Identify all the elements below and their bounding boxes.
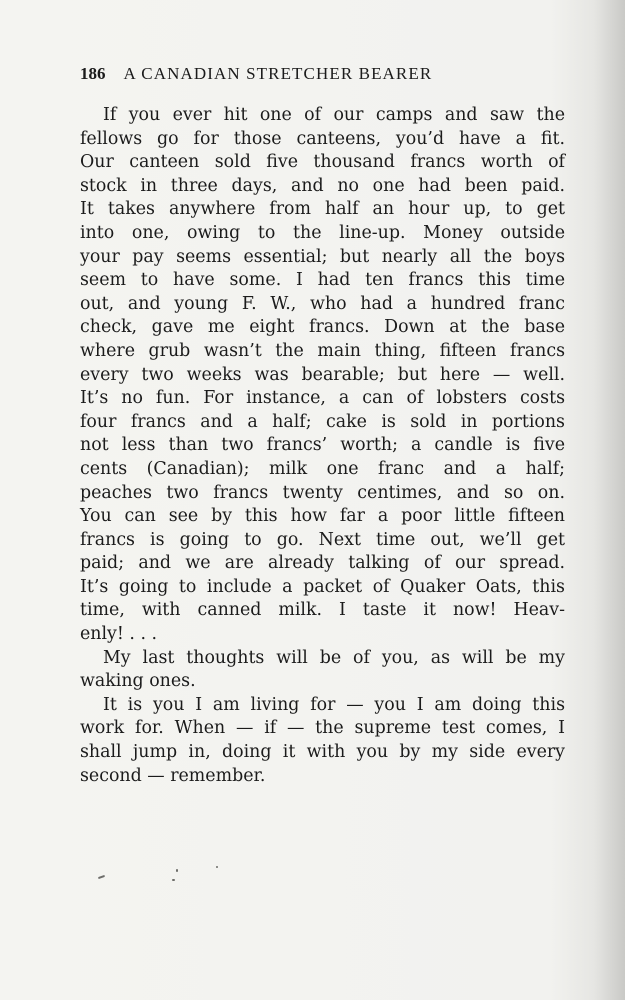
paragraph-canteen (80, 104, 565, 647)
text-line: check, gave me eight francs. Down at the base (80, 317, 565, 338)
print-specks (98, 866, 238, 886)
text-line: It’s going to include a packet of Quaker Oats, this (80, 576, 565, 597)
text-line: paid; and we are already talking of our spread. (80, 553, 565, 574)
text-line: not less than two francs’ worth; a candle is five (80, 435, 565, 456)
text-line: You can see by this how far a poor little fifteen (80, 506, 565, 527)
text-line: shall jump in, doing it with you by my side every (80, 742, 565, 763)
page-number: 186 (80, 64, 106, 83)
paragraph-last-thoughts (80, 647, 565, 694)
ink-speck (216, 866, 218, 868)
text-line: cents (Canadian); milk one franc and a half; (80, 458, 565, 479)
body-text (80, 104, 565, 788)
text-line: second — remember. (80, 765, 266, 786)
text-line: My last thoughts will be of you, as will be my (103, 647, 565, 668)
ink-speck (172, 879, 175, 881)
text-line: It is you I am living for — you I am doing this (103, 694, 565, 715)
text-line: enly! . . . (80, 624, 158, 645)
text-line: your pay seems essential; but nearly all the boys (80, 246, 565, 267)
text-line: It takes anywhere from half an hour up, to get (80, 199, 565, 220)
text-line: out, and young F. W., who had a hundred franc (80, 293, 565, 314)
text-line: stock in three days, and no one had been paid. (80, 175, 565, 196)
text-line: where grub wasn’t the main thing, fifteen francs (80, 340, 565, 361)
text-line: It’s no fun. For instance, a can of lobsters costs (80, 388, 565, 409)
page-header (80, 64, 560, 84)
text-line: If you ever hit one of our camps and saw the (103, 105, 565, 125)
text-line: four francs and a half; cake is sold in portions (80, 411, 565, 432)
paragraph-living-for (80, 694, 565, 788)
running-title: A CANADIAN STRETCHER BEARER (123, 64, 433, 83)
text-line: francs is going to go. Next time out, we’ll get (80, 529, 565, 550)
text-line: Our canteen sold five thousand francs worth of (80, 152, 565, 173)
ink-speck (176, 869, 178, 872)
text-line: peaches two francs twenty centimes, and so on. (80, 482, 565, 503)
text-line: into one, owing to the line-up. Money outside (80, 222, 565, 243)
text-line: work for. When — if — the supreme test comes, I (80, 718, 565, 739)
text-line: waking ones. (80, 671, 196, 692)
ink-speck (98, 875, 105, 879)
text-line: fellows go for those canteens, you’d have a fit. (80, 128, 565, 149)
text-line: seem to have some. I had ten francs this time (80, 270, 565, 291)
text-line: every two weeks was bearable; but here — well. (80, 364, 565, 385)
text-line: time, with canned milk. I taste it now! Heav- (80, 600, 565, 621)
